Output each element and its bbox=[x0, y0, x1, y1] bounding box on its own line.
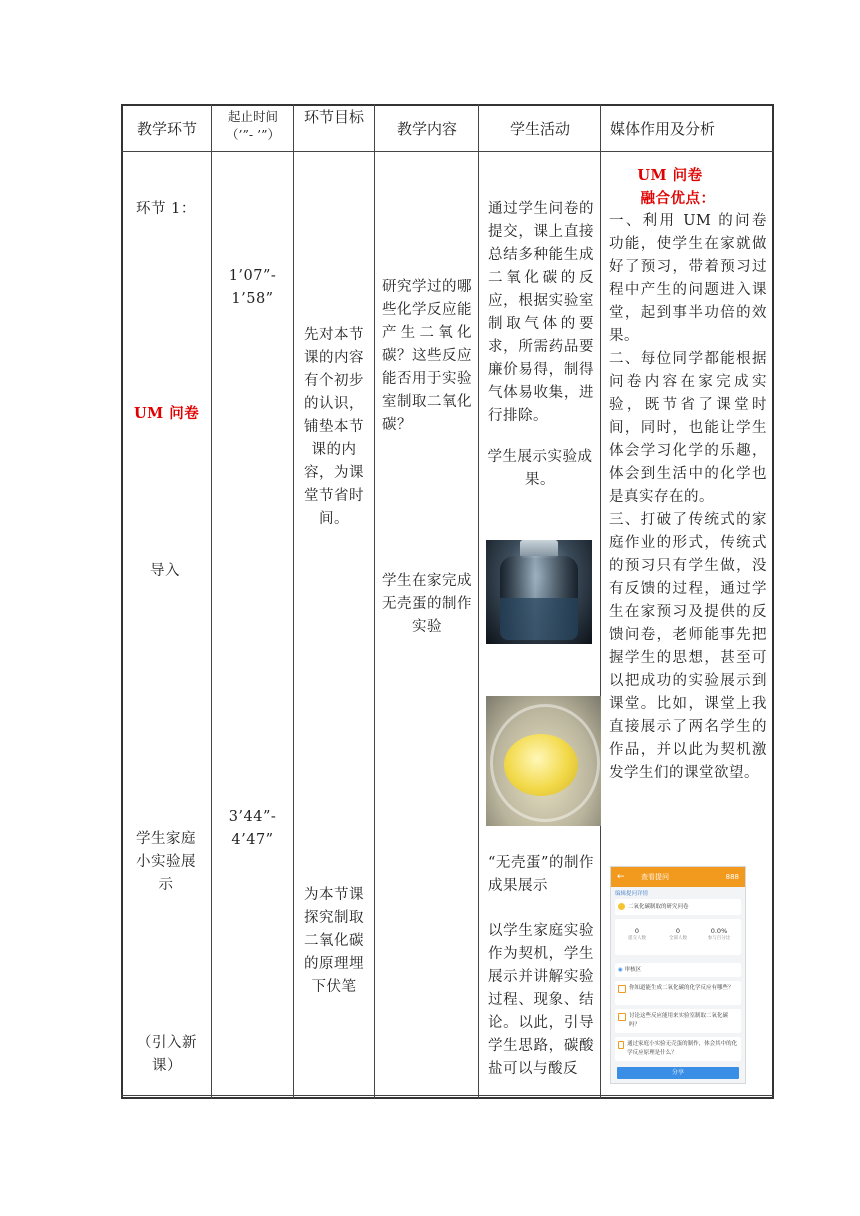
question-3: 通过家庭小实验无壳蛋的制作，体会其中的化学反应原理是什么？ bbox=[627, 1041, 738, 1056]
question-1: 你知道能生成二氧化碳的化学反应有哪些？ bbox=[629, 985, 734, 991]
content-2: 学生在家完成无壳蛋的制作实验 bbox=[382, 573, 472, 635]
question-icon bbox=[618, 1041, 624, 1049]
activity-1: 通过学生问卷的提交，课上直接总结多种能生成二氧化碳的反应，根据实验室制取气体的要求，所需药品要廉价易得，制得气体易收集，进行排除。 bbox=[488, 201, 594, 424]
stage-label: 环节 1： bbox=[136, 201, 196, 217]
photo-caption: “无壳蛋”的制作成果展示 bbox=[488, 855, 594, 894]
stat-percent-value: 0.0% bbox=[710, 927, 728, 935]
app-subtitle: 编辑提问详情 bbox=[615, 891, 649, 897]
media-subtitle: 融合优点： bbox=[640, 190, 716, 207]
col-divider-1 bbox=[211, 104, 212, 1099]
intro-label: 导入 bbox=[150, 563, 180, 579]
review-section bbox=[615, 963, 741, 977]
media-title: UM 问卷 bbox=[637, 167, 703, 184]
advantage-3: 三、打破了传统式的家庭作业的形式，传统式的预习只有学生做，没有反馈的过程，通过学生在家预习及提供的反馈问卷，老师能事先把握学生的思想，甚至可以把成功的实验展示到课堂。比如，课堂上我直接展示了两名学生的作品，并以此为契机激发学生们的课堂欲望。 bbox=[609, 512, 767, 781]
header-time-range bbox=[213, 108, 293, 144]
stats-card bbox=[615, 919, 741, 955]
question-2: 讨论这些反应能用来实验室制取二氧化碳吗？ bbox=[628, 1013, 728, 1028]
activity-3: 以学生家庭实验作为契机，学生展示并讲解实验过程、现象、结论。以此，引导学生思路，碳酸盐可以与酸反 bbox=[488, 923, 594, 1077]
header-media-analysis: 媒体作用及分析 bbox=[610, 120, 716, 138]
survey-dot-icon bbox=[618, 903, 625, 910]
header-teaching-content: 教学内容 bbox=[396, 120, 457, 138]
question-item[interactable] bbox=[615, 981, 741, 1005]
survey-title: 二氧化碳制取的研究问卷 bbox=[628, 904, 689, 910]
eye-icon: ◉ bbox=[618, 967, 623, 973]
bottle-experiment-photo bbox=[486, 540, 592, 644]
header-teaching-stage: 教学环节 bbox=[136, 120, 197, 138]
content-1: 研究学过的哪些化学反应能产生二氧化碳？这些反应能否用于实验室制取二氧化碳？ bbox=[382, 279, 472, 433]
review-section-label: 审核区 bbox=[624, 967, 642, 973]
question-icon bbox=[618, 985, 626, 993]
header-time-format: （’”- ’”） bbox=[226, 127, 280, 142]
header-divider bbox=[121, 151, 774, 152]
back-arrow-icon: ← bbox=[617, 872, 625, 882]
stat-percent-label: 参与百分比 bbox=[707, 936, 731, 941]
header-stage-goal: 环节目标 bbox=[303, 108, 364, 126]
header-student-activity: 学生活动 bbox=[509, 120, 570, 138]
new-lesson-label: （引入新课） bbox=[137, 1035, 197, 1074]
survey-card bbox=[615, 899, 741, 915]
app-title: 查看提问 bbox=[641, 873, 669, 881]
question-item[interactable] bbox=[615, 1009, 741, 1033]
time-range-1: 1’07”- 1’58” bbox=[228, 268, 277, 307]
app-header bbox=[611, 867, 745, 887]
shell-less-egg-photo bbox=[486, 696, 601, 826]
question-item[interactable] bbox=[615, 1037, 741, 1061]
time-range-2: 3’44”- 4’47” bbox=[228, 809, 277, 848]
advantage-1: 一、利用 UM 的问卷功能，使学生在家就做好了预习，带着预习过程中产生的问题进入课堂，起到事半功倍的效果。 bbox=[609, 213, 767, 344]
bottom-divider bbox=[121, 1095, 774, 1096]
app-header-right: 888 bbox=[725, 873, 739, 881]
col-divider-5 bbox=[600, 104, 601, 1099]
stat-submitted-value: 0 bbox=[634, 927, 640, 935]
activity-2: 学生展示实验成果。 bbox=[487, 449, 593, 488]
question-icon bbox=[618, 1013, 626, 1021]
col-divider-4 bbox=[478, 104, 479, 1099]
col-divider-2 bbox=[293, 104, 294, 1099]
goal-1: 先对本节课的内容有个初步的认识，铺垫本节课的内容，为课堂节省时间。 bbox=[304, 327, 364, 527]
header-time-label: 起止时间 bbox=[227, 109, 278, 124]
stat-total-label: 全部人数 bbox=[669, 936, 687, 941]
um-survey-label: UM 问卷 bbox=[134, 405, 200, 422]
goal-2: 为本节课探究制取二氧化碳的原理埋下伏笔 bbox=[304, 887, 364, 995]
advantage-2: 二、每位同学都能根据问卷内容在家完成实验，既节省了课堂时间，同时，也能让学生体会学习化学的乐趣，体会到生活中的化学也是真实存在的。 bbox=[609, 351, 767, 505]
stat-total-value: 0 bbox=[675, 927, 681, 935]
survey-app-screenshot bbox=[610, 866, 746, 1084]
col-divider-3 bbox=[374, 104, 375, 1099]
home-experiment-label: 学生家庭小实验展示 bbox=[136, 831, 196, 893]
stat-submitted-label: 提交人数 bbox=[628, 936, 646, 941]
share-button[interactable]: 分享 bbox=[617, 1067, 739, 1079]
